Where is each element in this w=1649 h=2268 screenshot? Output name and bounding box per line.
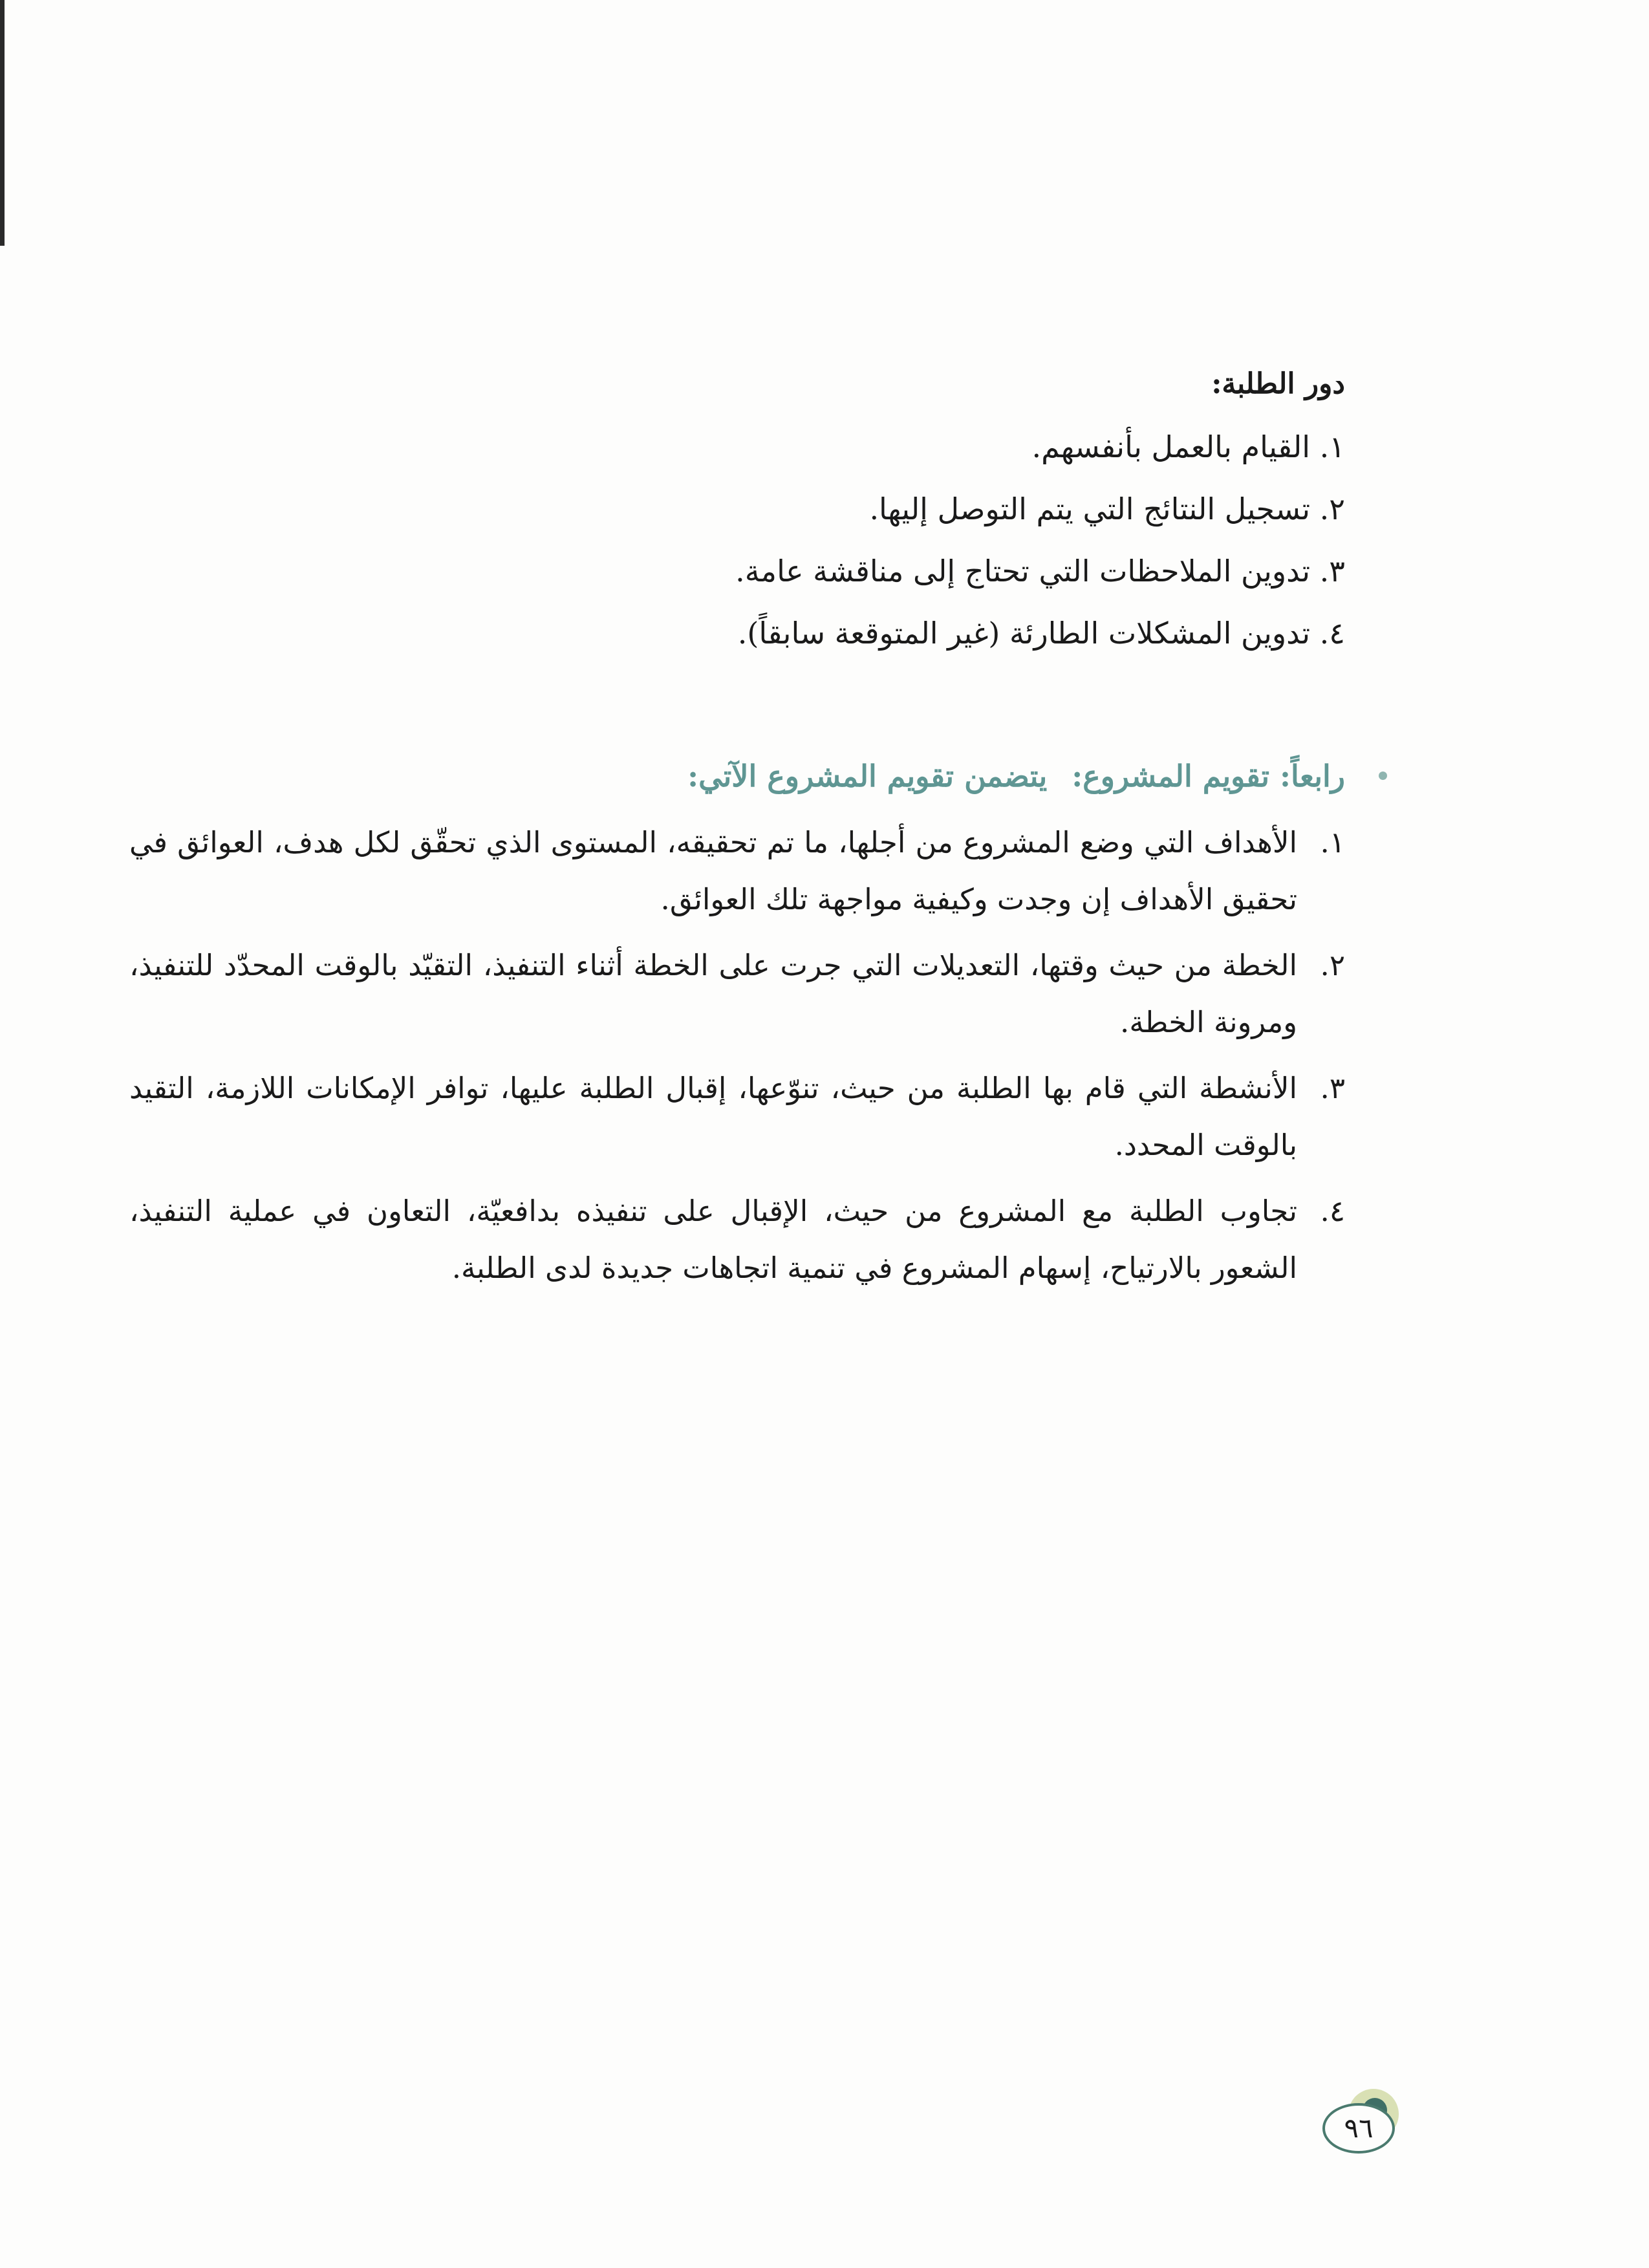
page-number: ٩٦ <box>1322 2103 1395 2154</box>
item-number: ١. <box>1320 825 1345 859</box>
item-text: الأهداف التي وضع المشروع من أجلها، ما تم تحقيقه، المستوى الذي تحقّق لكل هدف، العوائق في تحقيق الأهداف إن وجدت وكيفية مواجهة تلك العوائق. <box>129 825 1297 916</box>
bullet-icon <box>1379 772 1387 780</box>
list-item <box>129 814 1345 928</box>
list-item <box>129 1183 1345 1297</box>
list-item: ٣. تدوين الملاحظات التي تحتاج إلى مناقشة عامة. <box>735 554 1345 589</box>
item-text: تجاوب الطلبة مع المشروع من حيث، الإقبال على تنفيذه بدافعيّة، التعاون في عملية التنفيذ، الشعور بالارتياح، إسهام المشروع في تنمية اتجاهات جديدة لدى الطلبة. <box>129 1194 1297 1285</box>
students-role-heading: دور الطلبة: <box>1211 367 1345 400</box>
scan-edge <box>0 0 5 246</box>
page-number-badge <box>1322 2089 1400 2154</box>
evaluation-list <box>129 814 1345 1297</box>
list-item: ٢. تسجيل النتائج التي يتم التوصل إليها. <box>869 491 1345 526</box>
item-number: ٢. <box>1320 948 1345 982</box>
item-number: ٣. <box>1320 1071 1345 1105</box>
evaluation-section-title <box>129 747 1345 805</box>
item-text: الأنشطة التي قام بها الطلبة من حيث، تنوّعها، إقبال الطلبة عليها، توافر الإمكانات اللازمة، التقيد بالوقت المحدد. <box>129 1071 1297 1162</box>
evaluation-intro: يتضمن تقويم المشروع الآتي: <box>687 759 1048 794</box>
item-number: ٤. <box>1320 1194 1345 1228</box>
item-text: الخطة من حيث وقتها، التعديلات التي جرت على الخطة أثناء التنفيذ، التقيّد بالوقت المحدّد للتنفيذ، ومرونة الخطة. <box>129 948 1297 1039</box>
evaluation-title: رابعاً: تقويم المشروع: <box>1072 759 1345 794</box>
list-item: ٤. تدوين المشكلات الطارئة (غير المتوقعة سابقاً). <box>737 616 1345 651</box>
list-item <box>129 937 1345 1051</box>
list-item: ١. القيام بالعمل بأنفسهم. <box>1031 429 1345 464</box>
main-content <box>129 359 1345 1306</box>
list-item <box>129 1060 1345 1174</box>
students-role-list <box>129 416 1345 664</box>
